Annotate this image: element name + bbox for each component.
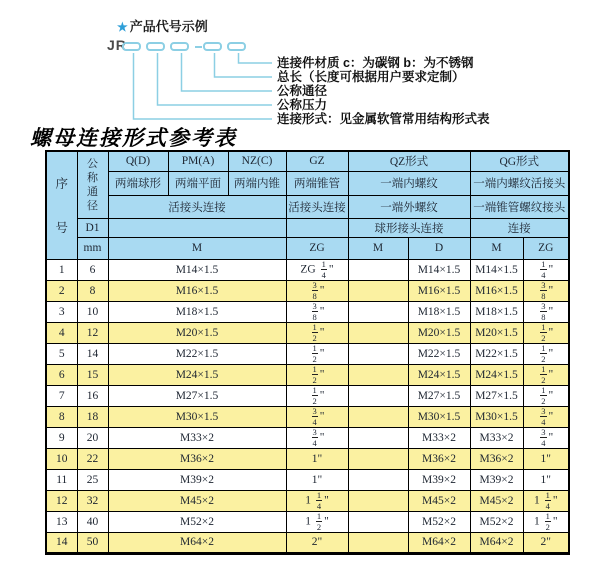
cell-gz: $\frac{3}{8}$ " bbox=[286, 280, 348, 301]
cell-qz-d: M24×1.5 bbox=[408, 364, 470, 385]
cell-qg-m: M52×2 bbox=[470, 511, 523, 532]
cell-qg-m: M36×2 bbox=[470, 448, 523, 469]
cell-no: 14 bbox=[46, 532, 77, 553]
header-qz-desc2: 一端外螺纹 bbox=[348, 195, 470, 218]
header-qg-desc1: 一端内螺纹活接头 bbox=[470, 171, 569, 195]
cell-dn: 14 bbox=[77, 343, 108, 364]
header-row bbox=[46, 171, 569, 195]
cell-qg-zg: $\frac{3}{4}$ " bbox=[523, 406, 569, 427]
cell-qz-m bbox=[348, 259, 408, 280]
cell-dn: 32 bbox=[77, 490, 108, 511]
header-zg: ZG bbox=[286, 237, 348, 259]
header-qg-m: M bbox=[470, 237, 523, 259]
cell-qz-m bbox=[348, 490, 408, 511]
cell-dn: 20 bbox=[77, 427, 108, 448]
table-title: 螺母连接形式参考表 bbox=[30, 125, 237, 150]
cell-no: 12 bbox=[46, 490, 77, 511]
header-pm-desc: 两端平面 bbox=[168, 171, 228, 195]
table-row bbox=[46, 490, 569, 511]
cell-qz-m bbox=[348, 532, 408, 553]
header-q-desc: 两端球形 bbox=[108, 171, 168, 195]
cell-no: 10 bbox=[46, 448, 77, 469]
cell-gz: 1" bbox=[286, 469, 348, 490]
fraction: $\frac{1}{2}$ bbox=[312, 322, 317, 343]
cell-qz-m bbox=[348, 406, 408, 427]
cell-qz-m bbox=[348, 301, 408, 322]
cell-no: 3 bbox=[46, 301, 77, 322]
cell-qz-d: M64×2 bbox=[408, 532, 470, 553]
table-body bbox=[46, 259, 569, 553]
header-qg-connection: 连接 bbox=[470, 218, 569, 237]
header-row bbox=[46, 151, 569, 171]
cell-qz-m bbox=[348, 385, 408, 406]
header-gz-connection: 活接头连接 bbox=[286, 195, 348, 218]
header-col-pm: PM(A) bbox=[168, 151, 228, 171]
cell-gz: $\frac{3}{4}$ " bbox=[286, 406, 348, 427]
cell-qz-m bbox=[348, 343, 408, 364]
cell-qg-zg: $\frac{3}{8}$ " bbox=[523, 301, 569, 322]
cell-dn: 6 bbox=[77, 259, 108, 280]
cell-qg-zg: $\frac{1}{2}$ " bbox=[523, 385, 569, 406]
cell-qz-m bbox=[348, 280, 408, 301]
header-col-qz: QZ形式 bbox=[348, 151, 470, 171]
diagram-label-length: 总长（长度可根据用户要求定制） bbox=[277, 70, 465, 84]
cell-qz-m bbox=[348, 511, 408, 532]
cell-qz-d: M22×1.5 bbox=[408, 343, 470, 364]
fraction: $\frac{1}{4}$ bbox=[545, 490, 550, 511]
cell-m: M24×1.5 bbox=[108, 364, 286, 385]
cell-qg-zg: 1 $\frac{1}{4}$ " bbox=[523, 490, 569, 511]
table-row bbox=[46, 469, 569, 490]
cell-qg-m: M45×2 bbox=[470, 490, 523, 511]
fraction: $\frac{1}{2}$ bbox=[541, 385, 546, 406]
cell-m: M33×2 bbox=[108, 427, 286, 448]
table-row bbox=[46, 385, 569, 406]
cell-dn: 50 bbox=[77, 532, 108, 553]
table-row bbox=[46, 280, 569, 301]
fraction: $\frac{1}{4}$ bbox=[541, 259, 546, 280]
cell-gz: $\frac{1}{2}$ " bbox=[286, 364, 348, 385]
cell-dn: 40 bbox=[77, 511, 108, 532]
cell-no: 8 bbox=[46, 406, 77, 427]
cell-no: 9 bbox=[46, 427, 77, 448]
cell-qg-zg: 2" bbox=[523, 532, 569, 553]
header-qz-desc1: 一端内螺纹 bbox=[348, 171, 470, 195]
cell-qg-zg: $\frac{1}{4}$ " bbox=[523, 259, 569, 280]
cell-gz: $\frac{3}{8}$ " bbox=[286, 301, 348, 322]
cell-gz: 1 $\frac{1}{4}$ " bbox=[286, 490, 348, 511]
fraction: $\frac{3}{4}$ bbox=[312, 427, 317, 448]
header-col-qg: QG形式 bbox=[470, 151, 569, 171]
header-qz-d: D bbox=[408, 237, 470, 259]
cell-qg-zg: 1" bbox=[523, 469, 569, 490]
fraction: $\frac{1}{4}$ bbox=[321, 259, 326, 280]
cell-gz: $\frac{1}{2}$ " bbox=[286, 343, 348, 364]
fraction: $\frac{1}{2}$ bbox=[316, 511, 322, 532]
cell-m: M16×1.5 bbox=[108, 280, 286, 301]
cell-m: M52×2 bbox=[108, 511, 286, 532]
cell-dn: 22 bbox=[77, 448, 108, 469]
fraction: $\frac{1}{4}$ bbox=[316, 490, 322, 511]
header-col-nz: NZ(C) bbox=[228, 151, 286, 171]
cell-qg-m: M16×1.5 bbox=[470, 280, 523, 301]
cell-no: 4 bbox=[46, 322, 77, 343]
table-row bbox=[46, 427, 569, 448]
table-row bbox=[46, 259, 569, 280]
cell-qg-m: M39×2 bbox=[470, 469, 523, 490]
cell-qz-m bbox=[348, 364, 408, 385]
table-row bbox=[46, 448, 569, 469]
cell-qg-m: M24×1.5 bbox=[470, 364, 523, 385]
cell-qz-m bbox=[348, 469, 408, 490]
cell-qg-zg: $\frac{3}{8}$ " bbox=[523, 280, 569, 301]
cell-gz: ZG $\frac{1}{4}$ " bbox=[286, 259, 348, 280]
cell-qz-d: M18×1.5 bbox=[408, 301, 470, 322]
cell-qz-m bbox=[348, 322, 408, 343]
fraction: $\frac{1}{2}$ bbox=[312, 385, 317, 406]
empty-cell bbox=[286, 218, 348, 237]
cell-qz-d: M45×2 bbox=[408, 490, 470, 511]
header-row bbox=[46, 195, 569, 218]
header-unit: mm bbox=[77, 237, 108, 259]
diagram-label-connection: 连接形式：见金属软管常用结构形式表 bbox=[277, 112, 490, 126]
header-qz-connection: 球形接头连接 bbox=[348, 218, 470, 237]
table-row bbox=[46, 364, 569, 385]
diagram-label-material: 连接件材质 c：为碳钢 b：为不锈钢 bbox=[277, 56, 474, 70]
table-row bbox=[46, 343, 569, 364]
cell-dn: 18 bbox=[77, 406, 108, 427]
table-row bbox=[46, 511, 569, 532]
header-qz-m: M bbox=[348, 237, 408, 259]
cell-gz: $\frac{1}{2}$ " bbox=[286, 385, 348, 406]
fraction: $\frac{3}{8}$ bbox=[312, 301, 317, 322]
cell-gz: 1 $\frac{1}{2}$ " bbox=[286, 511, 348, 532]
code-prefix: JR bbox=[107, 37, 127, 53]
header-d1: D1 bbox=[77, 218, 108, 237]
cell-qz-m bbox=[348, 427, 408, 448]
cell-dn: 10 bbox=[77, 301, 108, 322]
cell-qz-d: M20×1.5 bbox=[408, 322, 470, 343]
fraction: $\frac{3}{8}$ bbox=[541, 301, 546, 322]
cell-qg-zg: $\frac{3}{4}$ " bbox=[523, 427, 569, 448]
header-col-q: Q(D) bbox=[108, 151, 168, 171]
diagram-label-pressure: 公称压力 bbox=[277, 98, 328, 112]
code-box bbox=[122, 42, 141, 51]
header-qg-desc2: 一端锥管螺纹接头 bbox=[470, 195, 569, 218]
diagram-label-diameter: 公称通径 bbox=[277, 84, 328, 98]
cell-gz: $\frac{3}{4}$ " bbox=[286, 427, 348, 448]
code-box bbox=[203, 42, 222, 51]
cell-qz-d: M33×2 bbox=[408, 427, 470, 448]
cell-dn: 12 bbox=[77, 322, 108, 343]
header-serial: 序 号 bbox=[46, 151, 77, 259]
header-gz-desc: 两端锥管 bbox=[286, 171, 348, 195]
cell-gz: $\frac{1}{2}$ " bbox=[286, 322, 348, 343]
cell-m: M14×1.5 bbox=[108, 259, 286, 280]
reference-table bbox=[45, 150, 570, 555]
cell-qg-m: M27×1.5 bbox=[470, 385, 523, 406]
fraction: $\frac{1}{2}$ bbox=[545, 511, 550, 532]
header-col-gz: GZ bbox=[286, 151, 348, 171]
fraction: $\frac{3}{4}$ bbox=[312, 406, 317, 427]
cell-dn: 16 bbox=[77, 385, 108, 406]
cell-dn: 8 bbox=[77, 280, 108, 301]
cell-m: M39×2 bbox=[108, 469, 286, 490]
cell-m: M22×1.5 bbox=[108, 343, 286, 364]
cell-qz-d: M39×2 bbox=[408, 469, 470, 490]
cell-qg-zg: $\frac{1}{2}$ " bbox=[523, 322, 569, 343]
cell-qg-m: M33×2 bbox=[470, 427, 523, 448]
table-row bbox=[46, 322, 569, 343]
cell-qz-d: M30×1.5 bbox=[408, 406, 470, 427]
cell-qg-m: M14×1.5 bbox=[470, 259, 523, 280]
header-nominal-diameter: 公 称 通 径 bbox=[77, 151, 108, 218]
diagram-heading bbox=[117, 16, 208, 35]
star-icon: ★ bbox=[117, 20, 128, 34]
header-row bbox=[46, 237, 569, 259]
table-row bbox=[46, 406, 569, 427]
cell-qz-d: M16×1.5 bbox=[408, 280, 470, 301]
fraction: $\frac{3}{8}$ bbox=[312, 280, 317, 301]
header-m: M bbox=[108, 237, 286, 259]
header-nz-desc: 两端内锥 bbox=[228, 171, 286, 195]
fraction: $\frac{3}{4}$ bbox=[541, 406, 546, 427]
cell-qg-zg: $\frac{1}{2}$ " bbox=[523, 343, 569, 364]
fraction: $\frac{1}{2}$ bbox=[312, 364, 317, 385]
cell-gz: 1" bbox=[286, 448, 348, 469]
cell-no: 5 bbox=[46, 343, 77, 364]
cell-no: 11 bbox=[46, 469, 77, 490]
cell-m: M18×1.5 bbox=[108, 301, 286, 322]
cell-qg-m: M18×1.5 bbox=[470, 301, 523, 322]
fraction: $\frac{3}{4}$ bbox=[541, 427, 546, 448]
cell-qg-zg: $\frac{1}{2}$ " bbox=[523, 364, 569, 385]
code-box bbox=[227, 42, 246, 51]
cell-qg-zg: 1 $\frac{1}{2}$ " bbox=[523, 511, 569, 532]
cell-qz-d: M36×2 bbox=[408, 448, 470, 469]
cell-qz-d: M27×1.5 bbox=[408, 385, 470, 406]
cell-gz: 2" bbox=[286, 532, 348, 553]
fraction: $\frac{1}{2}$ bbox=[541, 322, 546, 343]
cell-m: M20×1.5 bbox=[108, 322, 286, 343]
cell-no: 2 bbox=[46, 280, 77, 301]
table-row bbox=[46, 532, 569, 553]
code-dash bbox=[195, 46, 202, 48]
cell-m: M36×2 bbox=[108, 448, 286, 469]
cell-m: M27×1.5 bbox=[108, 385, 286, 406]
fraction: $\frac{1}{2}$ bbox=[312, 343, 317, 364]
cell-qg-zg: 1" bbox=[523, 448, 569, 469]
cell-no: 13 bbox=[46, 511, 77, 532]
cell-m: M64×2 bbox=[108, 532, 286, 553]
fraction: $\frac{1}{2}$ bbox=[541, 364, 546, 385]
cell-m: M30×1.5 bbox=[108, 406, 286, 427]
table-row bbox=[46, 301, 569, 322]
empty-cell bbox=[108, 218, 286, 237]
cell-qz-d: M52×2 bbox=[408, 511, 470, 532]
cell-no: 6 bbox=[46, 364, 77, 385]
cell-no: 7 bbox=[46, 385, 77, 406]
cell-qg-m: M20×1.5 bbox=[470, 322, 523, 343]
diagram-heading-text: 产品代号示例 bbox=[129, 19, 208, 34]
cell-qg-m: M22×1.5 bbox=[470, 343, 523, 364]
cell-qz-m bbox=[348, 448, 408, 469]
cell-dn: 15 bbox=[77, 364, 108, 385]
cell-m: M45×2 bbox=[108, 490, 286, 511]
cell-qz-d: M14×1.5 bbox=[408, 259, 470, 280]
cell-dn: 25 bbox=[77, 469, 108, 490]
code-box bbox=[170, 42, 189, 51]
code-box bbox=[146, 42, 165, 51]
cell-qg-m: M64×2 bbox=[470, 532, 523, 553]
fraction: $\frac{1}{2}$ bbox=[541, 343, 546, 364]
cell-no: 1 bbox=[46, 259, 77, 280]
header-qg-zg: ZG bbox=[523, 237, 569, 259]
fraction: $\frac{3}{8}$ bbox=[541, 280, 546, 301]
header-row bbox=[46, 218, 569, 237]
header-union-connection: 活接头连接 bbox=[108, 195, 286, 218]
cell-qg-m: M30×1.5 bbox=[470, 406, 523, 427]
